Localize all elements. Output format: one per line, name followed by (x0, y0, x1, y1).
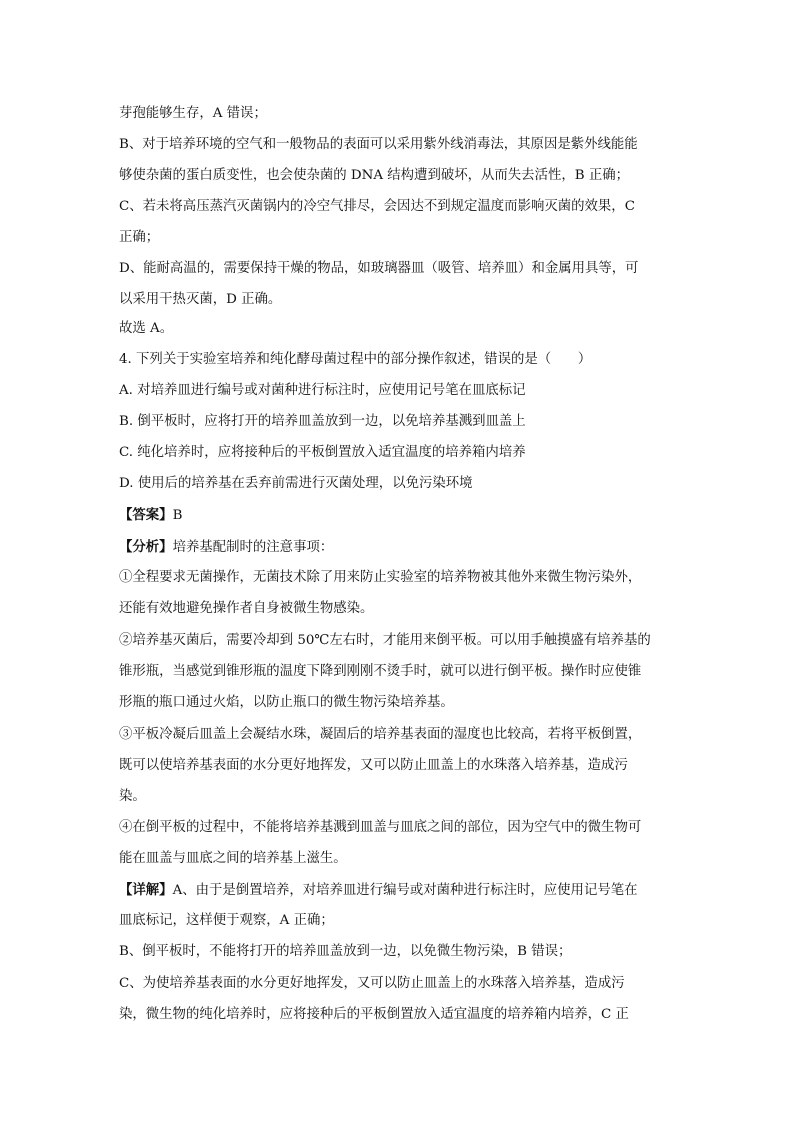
prev-explanation-b-line: B、对于培养环境的空气和一般物品的表面可以采用紫外线消毒法，其原因是紫外线能能 (119, 137, 638, 152)
analysis-heading (119, 537, 679, 558)
prev-explanation-c-line: 正确； (119, 230, 160, 245)
detail-line: 染，微生物的纯化培养时，应将接种后的平板倒置放入适宜温度的培养箱内培养，C 正 (119, 1007, 629, 1022)
detail-line: C、为使培养基表面的水分更好地挥发，又可以防止皿盖上的水珠落入培养基，造成污 (119, 976, 625, 991)
detail-line: 皿底标记，这样便于观察，A 正确； (119, 913, 334, 928)
analysis-line: ③平板冷凝后皿盖上会凝结水珠，凝固后的培养基表面的湿度也比较高，若将平板倒置， (119, 727, 642, 742)
answer-line (119, 505, 679, 526)
question-stem: 4. 下列关于实验室培养和纯化酵母菌过程中的部分操作叙述，错误的是（ ） (119, 352, 592, 367)
prev-explanation-b-line: 够使杂菌的蛋白质变性，也会使杂菌的 DNA 结构遭到破坏，从而失去活性，B 正确； (119, 168, 630, 183)
analysis-line: 染。 (119, 789, 146, 804)
analysis-line: 能在皿盖与皿底之间的培养基上滋生。 (119, 851, 347, 866)
analysis-line: ④在倒平板的过程中，不能将培养基溅到皿盖与皿底之间的部位，因为空气中的微生物可 (119, 820, 642, 835)
analysis-tag: 【分析】 (119, 539, 173, 555)
analysis-intro: 培养基配制时的注意事项： (172, 540, 334, 555)
answer-tag: 【答案】 (119, 507, 173, 523)
prev-explanation-line: 芽孢能够生存，A 错误； (119, 106, 267, 121)
detail-a-text: A、由于是倒置培养，对培养皿进行编号或对菌种进行标注时，应使用记号笔在 (172, 883, 638, 898)
detail-tag: 【详解】 (119, 882, 173, 898)
analysis-line: ①全程要求无菌操作，无菌技术除了用来防止实验室的培养物被其他外来微生物污染外， (119, 570, 642, 585)
option-b: B. 倒平板时，应将打开的培养皿盖放到一边，以免培养基溅到皿盖上 (119, 414, 526, 429)
analysis-line: 既可以使培养基表面的水分更好地挥发，又可以防止皿盖上的水珠落入培养基，造成污 (119, 758, 628, 773)
option-a: A. 对培养皿进行编号或对菌种进行标注时，应使用记号笔在皿底标记 (119, 383, 526, 398)
detail-line: B、倒平板时，不能将打开的培养皿盖放到一边，以免微生物污染，B 错误； (119, 944, 572, 959)
prev-explanation-d-line: 以采用干热灭菌，D 正确。 (119, 292, 282, 307)
detail-line (119, 880, 679, 901)
prev-explanation-c-line: C、若未将高压蒸汽灭菌锅内的冷空气排尽，会因达不到规定温度而影响灭菌的效果，C (119, 199, 635, 214)
prev-conclusion: 故选 A。 (119, 321, 174, 336)
answer-value: B (172, 508, 183, 523)
analysis-line: ②培养基灭菌后，需要冷却到 50℃左右时，才能用来倒平板。可以用手触摸盛有培养基的 (119, 633, 651, 648)
option-c: C. 纯化培养时，应将接种后的平板倒置放入适宜温度的培养箱内培养 (119, 445, 526, 460)
analysis-line: 还能有效地避免操作者自身被微生物感染。 (119, 601, 374, 616)
analysis-line: 锥形瓶，当感觉到锥形瓶的温度下降到刚刚不烫手时，就可以进行倒平板。操作时应使锥 (119, 664, 642, 679)
option-d: D. 使用后的培养基在丢弃前需进行灭菌处理，以免污染环境 (119, 476, 473, 491)
prev-explanation-d-line: D、能耐高温的，需要保持干燥的物品，如玻璃器皿（吸管、培养皿）和金属用具等，可 (119, 261, 639, 276)
analysis-line: 形瓶的瓶口通过火焰，以防止瓶口的微生物污染培养基。 (119, 695, 454, 710)
